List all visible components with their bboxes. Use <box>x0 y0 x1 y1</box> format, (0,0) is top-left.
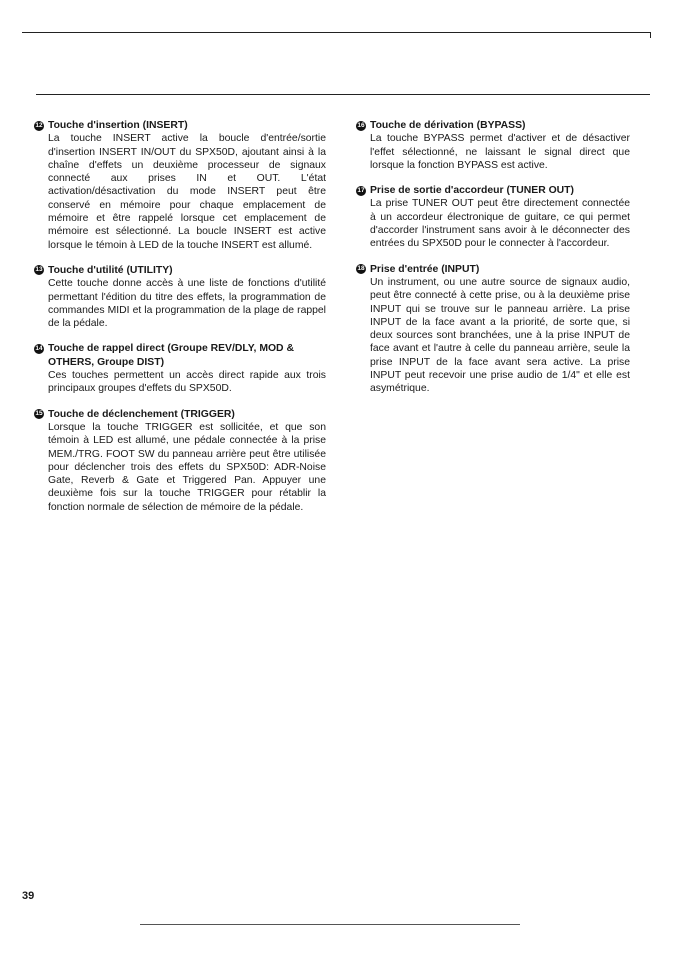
section-heading <box>356 263 630 276</box>
top-rule <box>22 32 650 33</box>
number-badge: 18 <box>357 265 365 273</box>
left-column <box>34 119 326 526</box>
section-heading <box>34 342 326 369</box>
heading-text: Touche de déclenchement (TRIGGER) <box>48 408 235 420</box>
section-body: Ces touches permettent un accès direct rapide aux trois principaux groupes d'effets du SPX50D. <box>48 370 326 395</box>
section-heading <box>34 408 326 421</box>
section-body: Un instrument, ou une autre source de signaux audio, peut être connecté à cette prise, ou à la deuxième prise INPUT qui se trouve sur le panneau arrière. La prise INPUT de la face avant a la priorité, de sorte que, si deux sources sont branchées, une à la prise INPUT de face avant et l'autre à celle du panneau arrière, seule la prise INPUT de la face avant sera active. La prise INPUT peut recevoir une prise audio de 1/4" et elle est asymétrique. <box>370 276 630 395</box>
bottom-rule <box>140 924 520 925</box>
section-tuner-out <box>356 184 630 250</box>
section-bypass <box>356 119 630 172</box>
section-body: Cette touche donne accès à une liste de fonctions d'utilité permettant l'édition du titre des effets, la programmation de commandes MIDI et la programmation de la plage de rappel de la pédale. <box>48 278 326 330</box>
section-body: Lorsque la touche TRIGGER est sollicitée, et que son témoin à LED est allumé, une pédale connectée à la prise MEM./TRG. FOOT SW du panneau arrière peut être utilisée pour déclencher trois des effets du SPX50D: ADR-Noise Gate, Reverb & Gate et Triggered Pan. Appuyer une deuxième fois sur la touche TRIGGER pour rétablir la fonction normale de sélection de mémoire de la pédale. <box>48 421 326 513</box>
section-input <box>356 263 630 396</box>
number-badge: 12 <box>35 121 43 129</box>
section-body: La touche INSERT active la boucle d'entrée/sortie d'insertion INSERT IN/OUT du SPX50D, ajoutant ainsi à la chaîne d'effets un deuxième processeur de signaux connecté aux prises IN et OUT. L'état activation/désactivation du mode INSERT peut être conservé en mémoire pour chaque emplacement de mémoire et être rappelé lorsque cet emplacement de mémoire est sélectionné. La boucle INSERT est active lorsque le témoin à LED de la touche INSERT est allumé. <box>48 133 326 251</box>
number-badge: 17 <box>357 186 365 194</box>
section-heading <box>34 119 326 132</box>
section-body: La touche BYPASS permet d'activer et de désactiver l'effet sélectionné, ne laissant le signal direct que lorsque la fonction BYPASS est active. <box>370 133 630 171</box>
heading-text: Prise d'entrée (INPUT) <box>370 263 480 275</box>
number-badge: 13 <box>35 266 43 274</box>
section-heading <box>356 184 630 197</box>
heading-text: Touche d'utilité (UTILITY) <box>48 264 173 276</box>
header-rule <box>36 94 650 95</box>
heading-text: Prise de sortie d'accordeur (TUNER OUT) <box>370 185 574 197</box>
page-number: 39 <box>22 890 35 902</box>
section-trigger <box>34 408 326 514</box>
section-direct-recall <box>34 342 326 395</box>
section-utility <box>34 264 326 330</box>
heading-text: Touche de rappel direct (Groupe REV/DLY, MOD & OTHERS, Groupe DIST) <box>48 343 294 368</box>
section-heading <box>34 264 326 277</box>
number-badge: 16 <box>357 121 365 129</box>
section-insert <box>34 119 326 252</box>
top-rule-tick <box>650 32 651 38</box>
right-column <box>356 119 630 408</box>
heading-text: Touche d'insertion (INSERT) <box>48 120 188 131</box>
heading-text: Touche de dérivation (BYPASS) <box>370 120 526 131</box>
section-heading <box>356 119 630 132</box>
number-badge: 14 <box>35 344 43 352</box>
number-badge: 15 <box>35 410 43 418</box>
section-body: La prise TUNER OUT peut être directement connectée à un accordeur électronique de guitare, ce qui permet d'accorder l'instrument sans avoir à le déconnecter des entrées du SPX50D pour le connecter à l'accordeur. <box>370 198 630 250</box>
